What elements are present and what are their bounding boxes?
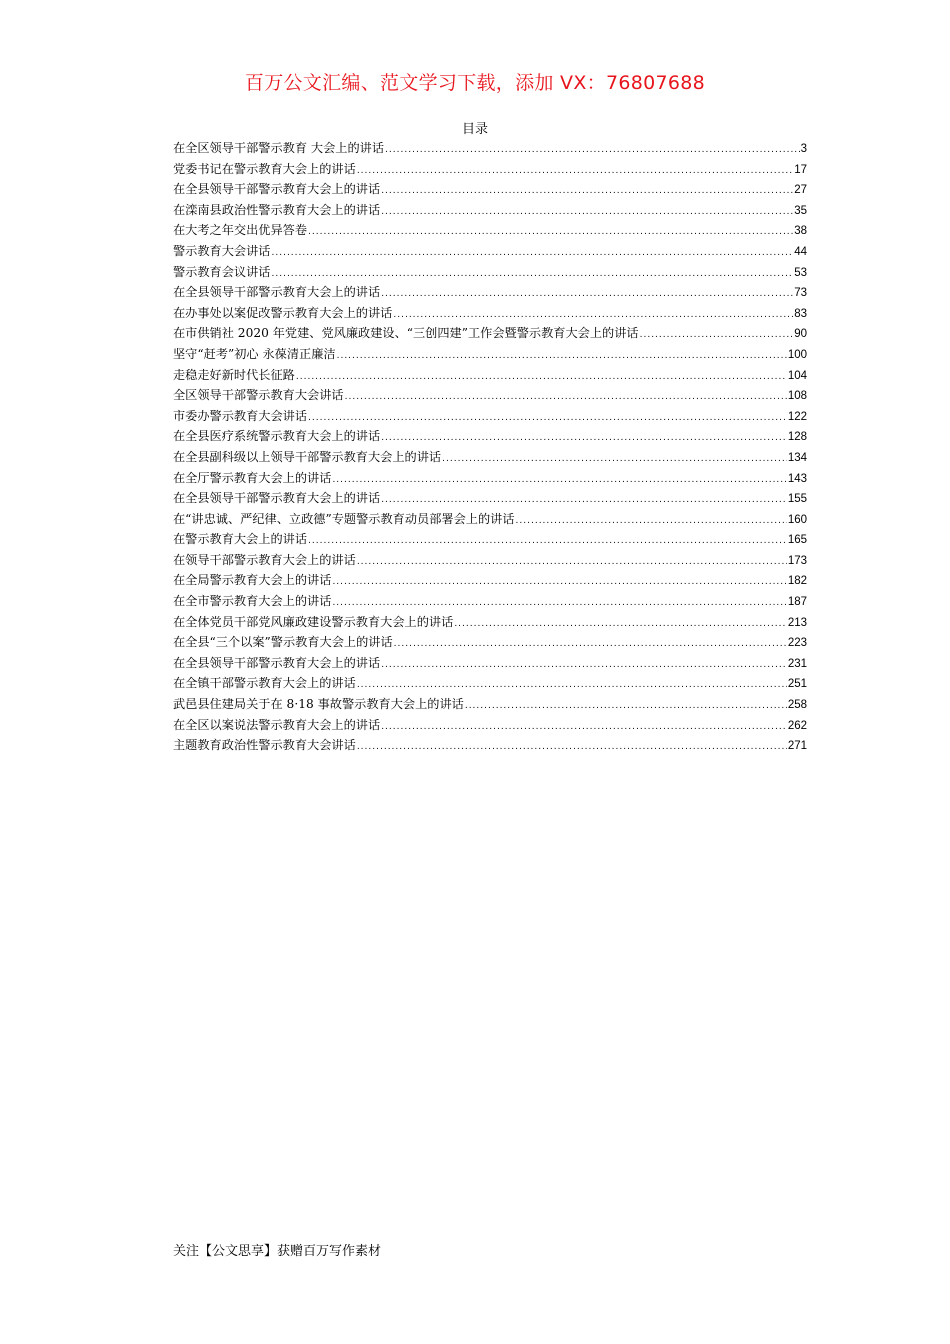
toc-entry-page-number: 134 bbox=[787, 451, 807, 464]
toc-entry-page-number: 128 bbox=[787, 431, 807, 444]
dot-leader bbox=[381, 490, 787, 511]
dot-leader bbox=[272, 243, 794, 264]
toc-entry-page-number: 17 bbox=[794, 163, 807, 176]
toc-entry-title: 武邑县住建局关于在 8·18 事故警示教育大会上的讲话 bbox=[173, 697, 464, 712]
toc-entry[interactable] bbox=[173, 138, 807, 159]
toc-entry[interactable] bbox=[173, 282, 807, 303]
toc-entry-title: 在全镇干部警示教育大会上的讲话 bbox=[173, 676, 356, 691]
toc-entry-title: 党委书记在警示教育大会上的讲话 bbox=[173, 161, 356, 176]
toc-entry-title: 市委办警示教育大会讲话 bbox=[173, 408, 308, 423]
toc-entry-title: 在全县领导干部警示教育大会上的讲话 bbox=[173, 285, 381, 300]
dot-leader bbox=[345, 387, 787, 408]
toc-entry-page-number: 155 bbox=[787, 493, 807, 506]
toc-entry[interactable] bbox=[173, 303, 807, 324]
toc-entry[interactable] bbox=[173, 426, 807, 447]
toc-entry-title: 主题教育政治性警示教育大会讲话 bbox=[173, 738, 356, 753]
toc-entry-title: 全区领导干部警示教育大会讲话 bbox=[173, 388, 344, 403]
toc-entry-title: 在办事处以案促改警示教育大会上的讲话 bbox=[173, 305, 393, 320]
toc-entry-page-number: 53 bbox=[794, 266, 807, 279]
toc-entry[interactable] bbox=[173, 365, 807, 386]
toc-entry[interactable] bbox=[173, 570, 807, 591]
dot-leader bbox=[308, 222, 793, 243]
dot-leader bbox=[296, 367, 787, 388]
toc-entry-page-number: 73 bbox=[794, 287, 807, 300]
toc-entry-title: 在全县领导干部警示教育大会上的讲话 bbox=[173, 491, 381, 506]
toc-entry-page-number: 108 bbox=[787, 390, 807, 403]
dot-leader bbox=[308, 408, 787, 429]
toc-entry-page-number: 213 bbox=[787, 616, 807, 629]
toc-entry[interactable] bbox=[173, 735, 807, 756]
toc-entry-title: 走稳走好新时代长征路 bbox=[173, 367, 295, 382]
toc-entry[interactable] bbox=[173, 468, 807, 489]
dot-leader bbox=[308, 531, 787, 552]
toc-entry-page-number: 187 bbox=[787, 596, 807, 609]
toc-entry-title: 在全区领导干部警示教育 大会上的讲话 bbox=[173, 141, 385, 155]
dot-leader bbox=[357, 552, 787, 573]
toc-entry[interactable] bbox=[173, 612, 807, 633]
dot-leader bbox=[394, 634, 787, 655]
dot-leader bbox=[454, 614, 787, 635]
dot-leader bbox=[393, 305, 793, 326]
toc-entry-page-number: 173 bbox=[787, 554, 807, 567]
dot-leader bbox=[381, 284, 793, 305]
toc-entry[interactable] bbox=[173, 673, 807, 694]
toc-entry-title: 在警示教育大会上的讲话 bbox=[173, 532, 308, 547]
dot-leader bbox=[640, 325, 794, 346]
toc-entry-title: 在领导干部警示教育大会上的讲话 bbox=[173, 552, 356, 567]
toc-entry-page-number: 27 bbox=[794, 184, 807, 197]
dot-leader bbox=[272, 264, 794, 285]
toc-entry-page-number: 182 bbox=[787, 575, 807, 588]
toc-entry[interactable] bbox=[173, 715, 807, 736]
dot-leader bbox=[516, 511, 787, 532]
toc-entry[interactable] bbox=[173, 550, 807, 571]
toc-entry-page-number: 122 bbox=[787, 410, 807, 423]
toc-entry-page-number: 143 bbox=[787, 472, 807, 485]
toc-entry-title: 在全区以案说法警示教育大会上的讲话 bbox=[173, 717, 381, 732]
dot-leader bbox=[332, 572, 786, 593]
toc-entry[interactable] bbox=[173, 406, 807, 427]
toc-entry-page-number: 35 bbox=[794, 204, 807, 217]
dot-leader bbox=[442, 449, 787, 470]
dot-leader bbox=[385, 140, 800, 161]
toc-entry-page-number: 258 bbox=[787, 699, 807, 712]
dot-leader bbox=[357, 737, 787, 758]
toc-entry[interactable] bbox=[173, 694, 807, 715]
toc-entry-title: 在全县“三个以案”警示教育大会上的讲话 bbox=[173, 635, 393, 650]
toc-entry-title: 在全县领导干部警示教育大会上的讲话 bbox=[173, 182, 381, 197]
toc-entry[interactable] bbox=[173, 653, 807, 674]
toc-entry[interactable] bbox=[173, 220, 807, 241]
toc-entry-title: 在全县副科级以上领导干部警示教育大会上的讲话 bbox=[173, 449, 442, 464]
dot-leader bbox=[357, 675, 787, 696]
dot-leader bbox=[381, 655, 787, 676]
toc-entry-page-number: 160 bbox=[787, 513, 807, 526]
dot-leader bbox=[381, 202, 793, 223]
dot-leader bbox=[357, 161, 793, 182]
toc-entry-page-number: 90 bbox=[794, 328, 807, 341]
toc-entry-title: 在全体党员干部党风廉政建设警示教育大会上的讲话 bbox=[173, 614, 454, 629]
toc-entry-page-number: 3 bbox=[800, 143, 807, 155]
toc-entry[interactable] bbox=[173, 447, 807, 468]
toc-entry-title: 警示教育会议讲话 bbox=[173, 264, 271, 279]
toc-entry[interactable] bbox=[173, 529, 807, 550]
toc-entry-title: 在滦南县政治性警示教育大会上的讲话 bbox=[173, 202, 381, 217]
table-of-contents bbox=[173, 138, 807, 756]
toc-entry-page-number: 223 bbox=[787, 637, 807, 650]
dot-leader bbox=[381, 428, 787, 449]
toc-entry-page-number: 83 bbox=[794, 307, 807, 320]
toc-entry-page-number: 165 bbox=[787, 534, 807, 547]
dot-leader bbox=[332, 593, 786, 614]
toc-entry-title: 在“讲忠诚、严纪律、立政德”专题警示教育动员部署会上的讲话 bbox=[173, 511, 515, 526]
toc-entry-title: 在市供销社 2020 年党建、党风廉政建设、“三创四建”工作会暨警示教育大会上的讲话 bbox=[173, 326, 639, 341]
toc-entry[interactable] bbox=[173, 200, 807, 221]
toc-entry[interactable] bbox=[173, 591, 807, 612]
dot-leader bbox=[465, 696, 787, 717]
toc-entry[interactable] bbox=[173, 159, 807, 180]
dot-leader bbox=[337, 346, 787, 367]
toc-entry-page-number: 44 bbox=[794, 245, 807, 258]
toc-entry-page-number: 100 bbox=[787, 348, 807, 361]
toc-entry[interactable] bbox=[173, 385, 807, 406]
toc-entry-page-number: 38 bbox=[794, 225, 807, 238]
header-banner: 百万公文汇编、范文学习下载，添加 VX：76807688 bbox=[244, 72, 706, 94]
toc-entry-title: 在全局警示教育大会上的讲话 bbox=[173, 573, 332, 588]
toc-entry[interactable] bbox=[173, 323, 807, 344]
toc-entry-title: 在全县医疗系统警示教育大会上的讲话 bbox=[173, 429, 381, 444]
footer-note: 关注【公文思享】获赠百万写作素材 bbox=[173, 1244, 382, 1259]
toc-entry-title: 在全县领导干部警示教育大会上的讲话 bbox=[173, 655, 381, 670]
toc-entry[interactable] bbox=[173, 241, 807, 262]
toc-entry[interactable] bbox=[173, 509, 807, 530]
dot-leader bbox=[381, 181, 793, 202]
toc-entry-title: 在全市警示教育大会上的讲话 bbox=[173, 594, 332, 609]
toc-entry-page-number: 271 bbox=[787, 740, 807, 753]
toc-entry-title: 警示教育大会讲话 bbox=[173, 243, 271, 258]
toc-entry-title: 在大考之年交出优异答卷 bbox=[173, 223, 308, 238]
toc-entry-title: 在全厅警示教育大会上的讲话 bbox=[173, 470, 332, 485]
toc-entry-page-number: 231 bbox=[787, 657, 807, 670]
toc-entry[interactable] bbox=[173, 632, 807, 653]
toc-entry-page-number: 251 bbox=[787, 678, 807, 691]
toc-entry[interactable] bbox=[173, 488, 807, 509]
toc-title: 目录 bbox=[461, 122, 488, 137]
toc-entry[interactable] bbox=[173, 344, 807, 365]
toc-entry-title: 坚守“赶考”初心 永葆清正廉洁 bbox=[173, 346, 336, 361]
toc-entry-page-number: 104 bbox=[787, 369, 807, 382]
dot-leader bbox=[381, 717, 787, 738]
dot-leader bbox=[332, 470, 786, 491]
toc-entry-page-number: 262 bbox=[787, 719, 807, 732]
toc-entry[interactable] bbox=[173, 179, 807, 200]
toc-entry[interactable] bbox=[173, 262, 807, 283]
